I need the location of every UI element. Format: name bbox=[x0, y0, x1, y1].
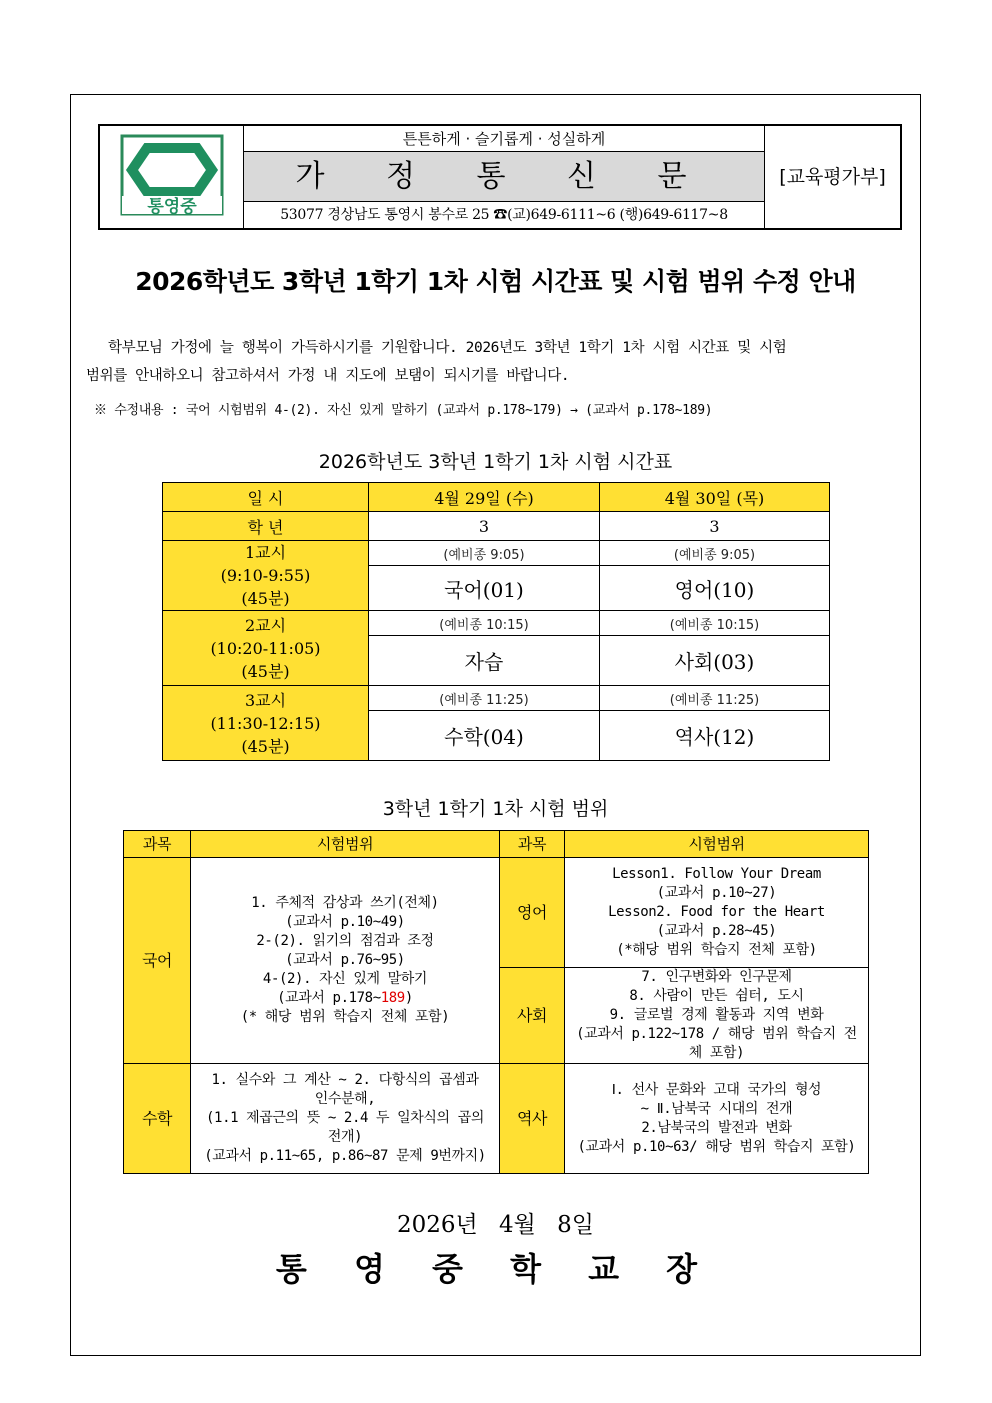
school-address: 53077 경상남도 통영시 봉수로 25 ☎(교)649-6111~6 (행)649-6117~8 bbox=[280, 207, 728, 223]
range-line: (1.1 제곱근의 뜻 ~ 2.4 두 일차식의 곱의 전개) bbox=[206, 1110, 484, 1145]
newsletter-title: 가 정 통 신 문 bbox=[244, 152, 764, 202]
svg-text:통영중: 통영중 bbox=[147, 197, 197, 217]
subject-history: 역사 bbox=[500, 1064, 565, 1174]
exam-subject: 영어(10) bbox=[600, 566, 830, 611]
warning-bell: (예비종 9:05) bbox=[369, 541, 600, 566]
warning-bell: (예비종 10:15) bbox=[600, 611, 830, 636]
range-english bbox=[565, 858, 869, 968]
range-line bbox=[191, 989, 499, 1008]
period-cell bbox=[163, 541, 369, 611]
schedule-table bbox=[162, 482, 830, 761]
page-suffix: ) bbox=[404, 990, 413, 1006]
revised-page: 189 bbox=[380, 990, 405, 1006]
page-title: 2026학년도 3학년 1학기 1차 시험 시간표 및 시험 범위 수정 안내 bbox=[135, 267, 856, 296]
school-logo bbox=[100, 126, 244, 228]
range-social bbox=[565, 968, 869, 1064]
range-line: 1. 실수와 그 계산 ~ 2. 다항식의 곱셈과 인수분해, bbox=[211, 1072, 479, 1107]
range-line: (* 해당 범위 학습지 전체 포함) bbox=[240, 1009, 450, 1025]
period-name: 3교시 bbox=[244, 690, 287, 710]
period-time: (9:10-9:55) bbox=[220, 566, 311, 585]
warning-bell: (예비종 11:25) bbox=[600, 686, 830, 711]
range-line: (교과서 p.11~65, p.86~87 문제 9번까지) bbox=[204, 1148, 486, 1164]
intro-text bbox=[86, 334, 886, 390]
day-header: 4월 30일 (목) bbox=[600, 483, 830, 512]
range-line: Lesson1. Follow Your Dream bbox=[612, 866, 821, 882]
range-math bbox=[191, 1064, 500, 1174]
range-line: (교과서 p.122~178 / 해당 범위 학습지 전체 포함) bbox=[576, 1026, 857, 1061]
principal-signature: 통 영 중 학 교 장 bbox=[275, 1250, 716, 1288]
intro-line: 범위를 안내하오니 참고하셔서 가정 내 지도에 보탬이 되시기를 바랍니다. bbox=[86, 368, 570, 384]
range-line: 2-(2). 읽기의 점검과 조정 bbox=[256, 933, 434, 949]
exam-subject: 수학(04) bbox=[369, 711, 600, 761]
grade-label: 학 년 bbox=[163, 512, 369, 541]
range-line: 7. 인구변화와 인구문제 bbox=[641, 969, 792, 985]
range-line: (교과서 p.28~45) bbox=[656, 923, 777, 939]
range-history bbox=[565, 1064, 869, 1174]
day-header: 4월 29일 (수) bbox=[369, 483, 600, 512]
warning-bell: (예비종 11:25) bbox=[369, 686, 600, 711]
range-line: Lesson2. Food for the Heart bbox=[608, 904, 825, 920]
period-duration: (45분) bbox=[241, 661, 290, 681]
issue-date: 2026년 4월 8일 bbox=[396, 1212, 595, 1238]
range-title: 3학년 1학기 1차 시험 범위 bbox=[382, 798, 609, 820]
range-line: 4-(2). 자신 있게 말하기 bbox=[262, 971, 428, 987]
date-label: 일 시 bbox=[163, 483, 369, 512]
range-korean bbox=[191, 858, 500, 1064]
department-label: [교육평가부] bbox=[764, 126, 900, 228]
period-duration: (45분) bbox=[241, 589, 290, 608]
exam-subject: 자습 bbox=[369, 636, 600, 686]
subject-english: 영어 bbox=[500, 858, 565, 968]
range-line: 8. 사람이 만든 쉼터, 도시 bbox=[629, 988, 804, 1004]
range-header: 시험범위 bbox=[565, 831, 869, 858]
exam-subject: 사회(03) bbox=[600, 636, 830, 686]
range-line: (교과서 p.10~49) bbox=[285, 914, 405, 930]
grade-value: 3 bbox=[600, 512, 830, 541]
subject-header: 과목 bbox=[500, 831, 565, 858]
range-line: (*해당 범위 학습지 전체 포함) bbox=[616, 942, 817, 958]
warning-bell: (예비종 9:05) bbox=[600, 541, 830, 566]
range-line: (교과서 p.10~27) bbox=[656, 885, 777, 901]
range-line: (교과서 p.10~63/ 해당 범위 학습지 포함) bbox=[577, 1138, 856, 1155]
subject-social: 사회 bbox=[500, 968, 565, 1064]
period-time: (11:30-12:15) bbox=[210, 713, 321, 733]
newsletter-header bbox=[98, 124, 902, 230]
school-motto: 튼튼하게 · 슬기롭게 · 성실하게 bbox=[244, 126, 764, 152]
subject-math: 수학 bbox=[124, 1064, 191, 1174]
range-line: ~ Ⅱ.남북국 시대의 전개 bbox=[640, 1100, 793, 1117]
period-name: 2교시 bbox=[244, 615, 287, 635]
subject-korean: 국어 bbox=[124, 858, 191, 1064]
page-prefix: (교과서 p.178~ bbox=[277, 990, 381, 1006]
intro-line: 학부모님 가정에 늘 행복이 가득하시기를 기원합니다. 2026년도 3학년 1학기 1차 시험 시간표 및 시험 bbox=[108, 340, 787, 356]
warning-bell: (예비종 10:15) bbox=[369, 611, 600, 636]
range-header: 시험범위 bbox=[191, 831, 500, 858]
range-line: 9. 글로벌 경제 활동과 지역 변화 bbox=[609, 1007, 824, 1023]
period-name: 1교시 bbox=[244, 543, 287, 562]
range-line: Ⅰ. 선사 문화와 고대 국가의 형성 bbox=[611, 1081, 822, 1098]
schedule-title: 2026학년도 3학년 1학기 1차 시험 시간표 bbox=[318, 451, 673, 473]
exam-subject: 역사(12) bbox=[600, 711, 830, 761]
period-cell bbox=[163, 611, 369, 686]
subject-header: 과목 bbox=[124, 831, 191, 858]
exam-subject: 국어(01) bbox=[369, 566, 600, 611]
period-duration: (45분) bbox=[241, 736, 290, 756]
exam-range-table bbox=[123, 830, 869, 1174]
period-time: (10:20-11:05) bbox=[210, 638, 321, 658]
range-line: (교과서 p.76~95) bbox=[285, 952, 405, 968]
grade-value: 3 bbox=[369, 512, 600, 541]
period-cell bbox=[163, 686, 369, 761]
revision-note: ※ 수정내용 : 국어 시험범위 4-(2). 자신 있게 말하기 (교과서 p.178~179) → (교과서 p.178~189) bbox=[94, 403, 713, 418]
range-line: 2.남북국의 발전과 변화 bbox=[641, 1119, 792, 1136]
range-line: 1. 주체적 감상과 쓰기(전체) bbox=[251, 895, 439, 911]
